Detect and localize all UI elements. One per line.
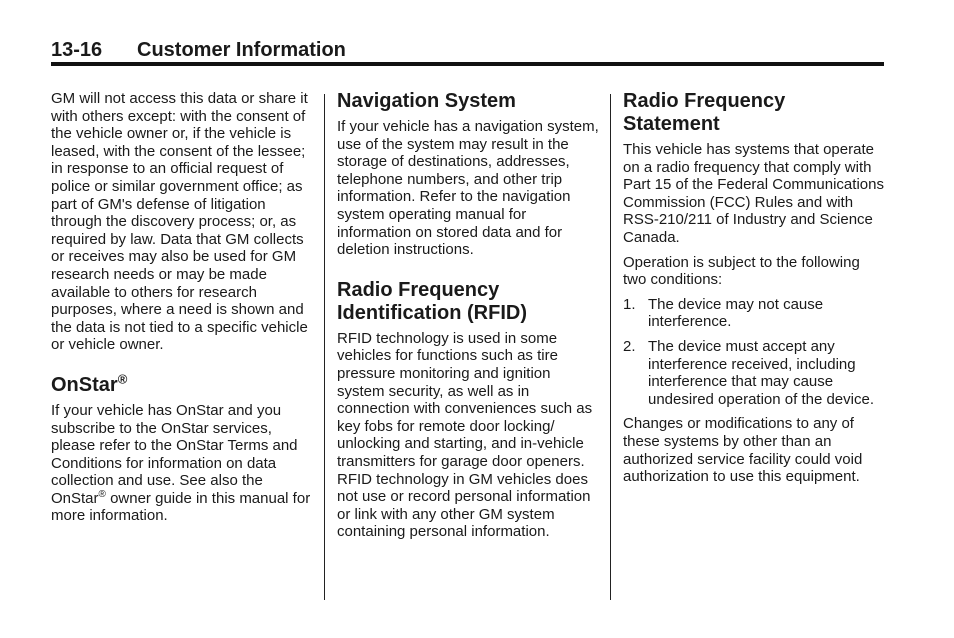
- page-number: 13-16: [51, 39, 103, 61]
- registered-mark-inline: ®: [98, 488, 106, 500]
- rf-paragraph-1: This vehicle has systems that operate on a radio frequency that comply with Part 15 of the Federal Communications Commission (FCC) Rules and with RSS-210/211 of Industry and Science Canada.: [623, 141, 884, 246]
- gm-data-access-paragraph: GM will not access this data or share it with others except: with the consent of the vehicle owner or, if the vehicle is leased, with the consent of the lessee; in response to an official request of police or similar government office; as part of GM's defense of litigation through the discovery process; or, as required by law. Data that GM collects or receives may also be used for GM research needs or may be made available to others for research purposes, where a need is shown and the data is not tied to a specific vehicle or vehicle owner.: [51, 90, 308, 354]
- navigation-system-paragraph: If your vehicle has a navigation system, use of the system may result in the storage of destinations, addresses, telephone numbers, and other trip information. Refer to the navigation system operating manual for information on stored data and for deletion instructions.: [337, 118, 599, 259]
- list-item-number: 2.: [623, 337, 636, 355]
- rfid-paragraph: RFID technology is used in some vehicles for functions such as tire pressure monitoring and ignition system security, as well as in connection with conveniences such as key fobs for remote door locking/ unlocking and starting, and in-vehicle transmitters for garage door openers. RFID technology in GM vehicles does not use or record personal information or link with any other GM system containing personal information.: [337, 329, 593, 541]
- onstar-text-part1: If your vehicle has OnStar and you subscribe to the OnStar services, please refer to the OnStar Terms and Conditions for information on data collection and use. See also the OnStar: [51, 401, 298, 507]
- radio-frequency-statement-heading: Radio Frequency Statement: [623, 90, 786, 135]
- list-item-text: The device may not cause interference.: [648, 295, 824, 331]
- column-divider-2: [610, 94, 611, 600]
- onstar-paragraph: [51, 402, 313, 525]
- list-item: [623, 338, 885, 408]
- conditions-list: [623, 296, 885, 409]
- registered-mark: ®: [117, 371, 128, 387]
- rf-paragraph-2: Operation is subject to the following two conditions:: [623, 253, 860, 289]
- list-item-text: The device must accept any interference received, including interference that may cause undesired operation of the device.: [648, 337, 874, 408]
- header-rule: [51, 62, 884, 66]
- rf-paragraph-3: Changes or modifications to any of these systems by other than an authorized service facility could void authorization to use this equipment.: [623, 415, 863, 486]
- column-1: [51, 90, 313, 532]
- list-item: [623, 296, 885, 331]
- section-title: Customer Information: [137, 39, 346, 61]
- column-2: [337, 90, 599, 548]
- page-header: [51, 38, 884, 62]
- column-divider-1: [324, 94, 325, 600]
- onstar-heading: [51, 371, 313, 397]
- onstar-heading-text: OnStar: [51, 373, 118, 396]
- navigation-system-heading: Navigation System: [337, 90, 516, 112]
- rfid-heading: Radio Frequency Identification (RFID): [337, 278, 527, 324]
- onstar-text-part2: owner guide in this manual for more information.: [51, 489, 311, 525]
- column-3: [623, 90, 885, 493]
- list-item-number: 1.: [623, 295, 636, 313]
